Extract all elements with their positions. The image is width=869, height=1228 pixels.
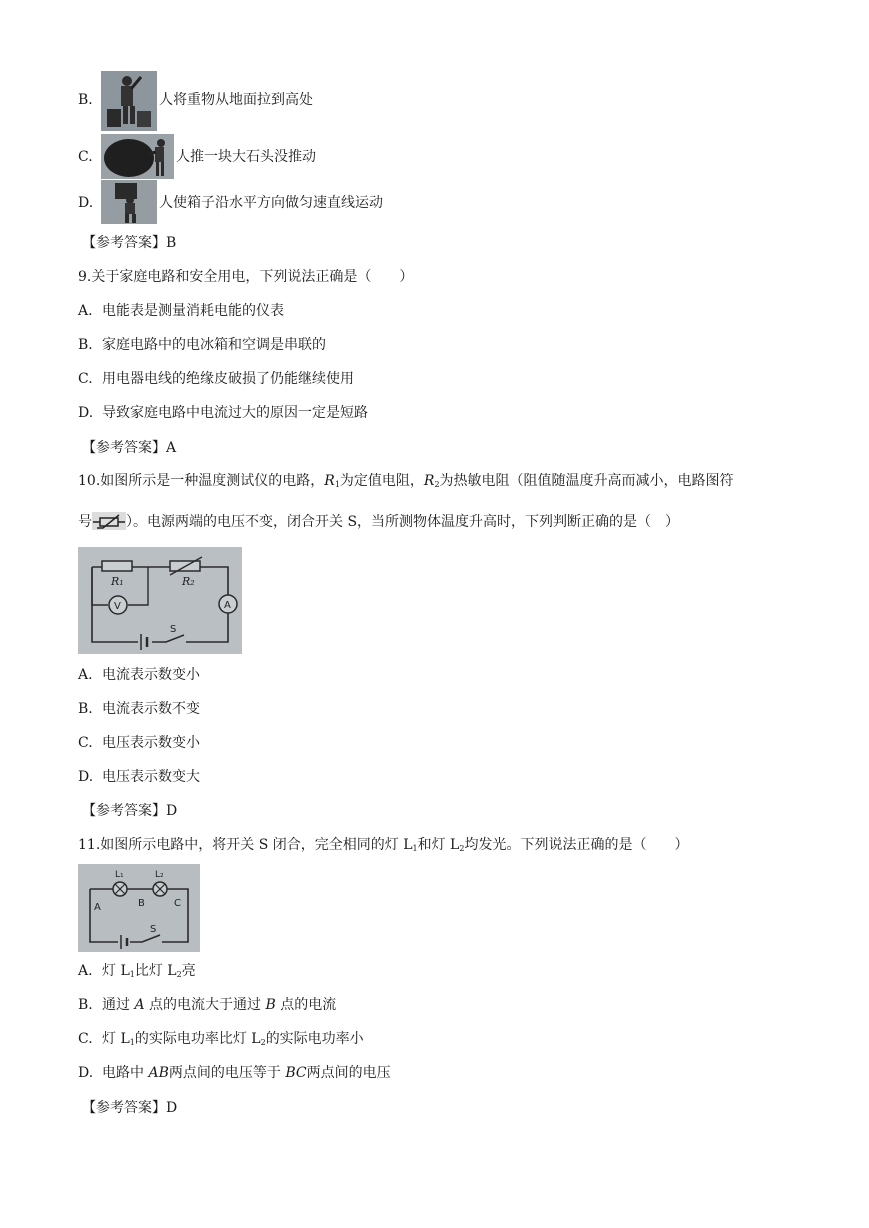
- point-a-label: A: [94, 902, 101, 913]
- stem-text: 为热敏电阻（阻值随温度升高而减小，电路图符: [439, 473, 734, 489]
- option-text: 电能表是测量消耗电能的仪表: [102, 303, 284, 319]
- stem-text: 号: [78, 514, 92, 530]
- option-letter: C.: [78, 371, 93, 387]
- point-c-label: C: [174, 898, 181, 909]
- option-text: 点的电流大于通过: [144, 997, 266, 1013]
- r1-symbol: R: [324, 473, 335, 489]
- l2-subscript: 2: [459, 844, 465, 853]
- option-letter: C.: [78, 735, 93, 751]
- option-letter: B.: [78, 701, 93, 717]
- option-text: 灯 L: [102, 963, 130, 979]
- stem-text: 均发光。下列说法正确的是（ ）: [464, 837, 689, 853]
- option-letter: A.: [78, 963, 93, 979]
- option-text: 的实际电功率比灯 L: [134, 1031, 261, 1047]
- q8-option-c: [78, 148, 102, 166]
- option-text: 两点间的电压: [306, 1065, 391, 1081]
- q8-c-photo: [101, 134, 174, 179]
- l2-label: L₂: [155, 870, 164, 880]
- point-symbol: A: [134, 997, 145, 1013]
- stem-text: 11.如图所示电路中，将开关 S 闭合，完全相同的灯 L: [78, 837, 413, 853]
- q9-stem: 9.关于家庭电路和安全用电，下列说法正确是（ ）: [78, 269, 414, 285]
- option-letter: A.: [78, 303, 93, 319]
- q8-option-c-text: 人推一块大石头没推动: [176, 149, 316, 165]
- option-text: 用电器电线的绝缘皮破损了仍能继续使用: [102, 371, 354, 387]
- q10-option-a: [78, 666, 200, 684]
- option-text: 点的电流: [275, 997, 337, 1013]
- option-letter: A.: [78, 667, 93, 683]
- q8-answer: 【参考答案】B: [82, 235, 177, 251]
- option-text: 电路中: [102, 1065, 149, 1081]
- point-symbol: B: [265, 997, 276, 1013]
- q8-d-photo: [101, 180, 157, 224]
- subscript: 1: [129, 1038, 135, 1047]
- option-letter: B.: [78, 92, 93, 108]
- q8-option-b-text: 人将重物从地面拉到高处: [159, 92, 313, 108]
- q11-stem: [78, 836, 688, 858]
- option-text: 电压表示数变小: [102, 735, 200, 751]
- option-letter: D.: [78, 195, 94, 211]
- q10-answer: 【参考答案】D: [82, 803, 178, 819]
- q11-option-d: [78, 1064, 391, 1082]
- q11-option-a: [78, 962, 196, 984]
- voltmeter-label: V: [114, 601, 121, 612]
- q9-answer: 【参考答案】A: [82, 440, 177, 456]
- q10-option-d: [78, 768, 200, 786]
- option-text: 导致家庭电路中电流过大的原因一定是短路: [102, 405, 368, 421]
- r1-subscript: 1: [334, 480, 340, 489]
- q9-option-a: [78, 302, 284, 320]
- q8-option-d: [78, 194, 102, 212]
- r2-symbol: R: [423, 473, 435, 489]
- q11-option-b: [78, 996, 336, 1014]
- switch-label: S: [150, 924, 157, 935]
- option-text: 电流表示数变小: [102, 667, 200, 683]
- option-text: 比灯 L: [134, 963, 177, 979]
- option-letter: D.: [78, 769, 94, 785]
- option-text: 亮: [181, 963, 196, 979]
- q11-answer: 【参考答案】D: [82, 1100, 178, 1116]
- option-text: 家庭电路中的电冰箱和空调是串联的: [102, 337, 326, 353]
- option-text: 通过: [102, 997, 135, 1013]
- l1-subscript: 1: [412, 844, 418, 853]
- subscript: 2: [176, 970, 182, 979]
- subscript: 1: [129, 970, 135, 979]
- q10-circuit-diagram: [78, 547, 242, 654]
- q10-stem-line1: [78, 472, 734, 494]
- l1-label: L₁: [115, 870, 124, 880]
- segment-symbol: AB: [148, 1065, 169, 1081]
- stem-text: 10.如图所示是一种温度测试仪的电路，: [78, 473, 325, 489]
- stem-text: ）。电源两端的电压不变，闭合开关 S，当所测物体温度升高时，下列判断正确的是（ ）: [126, 514, 680, 530]
- switch-label: S: [170, 624, 177, 635]
- stem-text: 为定值电阻，: [339, 473, 424, 489]
- thermistor-symbol-icon: [92, 512, 126, 530]
- option-letter: D.: [78, 405, 94, 421]
- point-b-label: B: [138, 898, 145, 909]
- r2-label: R₂: [182, 575, 195, 588]
- option-text: 电压表示数变大: [102, 769, 200, 785]
- r2-subscript: 2: [434, 480, 440, 489]
- option-letter: C.: [78, 1031, 93, 1047]
- r1-label: R₁: [111, 575, 124, 588]
- option-letter: B.: [78, 997, 93, 1013]
- segment-symbol: BC: [285, 1065, 307, 1081]
- q9-option-c: [78, 370, 354, 388]
- option-letter: B.: [78, 337, 93, 353]
- q11-option-c: [78, 1030, 364, 1052]
- option-letter: C.: [78, 149, 93, 165]
- option-text: 灯 L: [102, 1031, 130, 1047]
- q10-option-b: [78, 700, 200, 718]
- q8-b-photo: [101, 71, 157, 131]
- q8-option-b: [78, 91, 102, 109]
- q10-option-c: [78, 734, 200, 752]
- option-letter: D.: [78, 1065, 94, 1081]
- q9-option-d: [78, 404, 368, 422]
- option-text: 的实际电功率小: [265, 1031, 364, 1047]
- q8-option-d-text: 人使箱子沿水平方向做匀速直线运动: [159, 195, 383, 211]
- subscript: 2: [260, 1038, 266, 1047]
- q9-option-b: [78, 336, 326, 354]
- ammeter-label: A: [224, 600, 231, 611]
- option-text: 电流表示数不变: [102, 701, 200, 717]
- q10-stem-line2: [78, 512, 679, 531]
- q11-circuit-diagram: [78, 864, 200, 952]
- stem-text: 和灯 L: [417, 837, 460, 853]
- option-text: 两点间的电压等于: [168, 1065, 286, 1081]
